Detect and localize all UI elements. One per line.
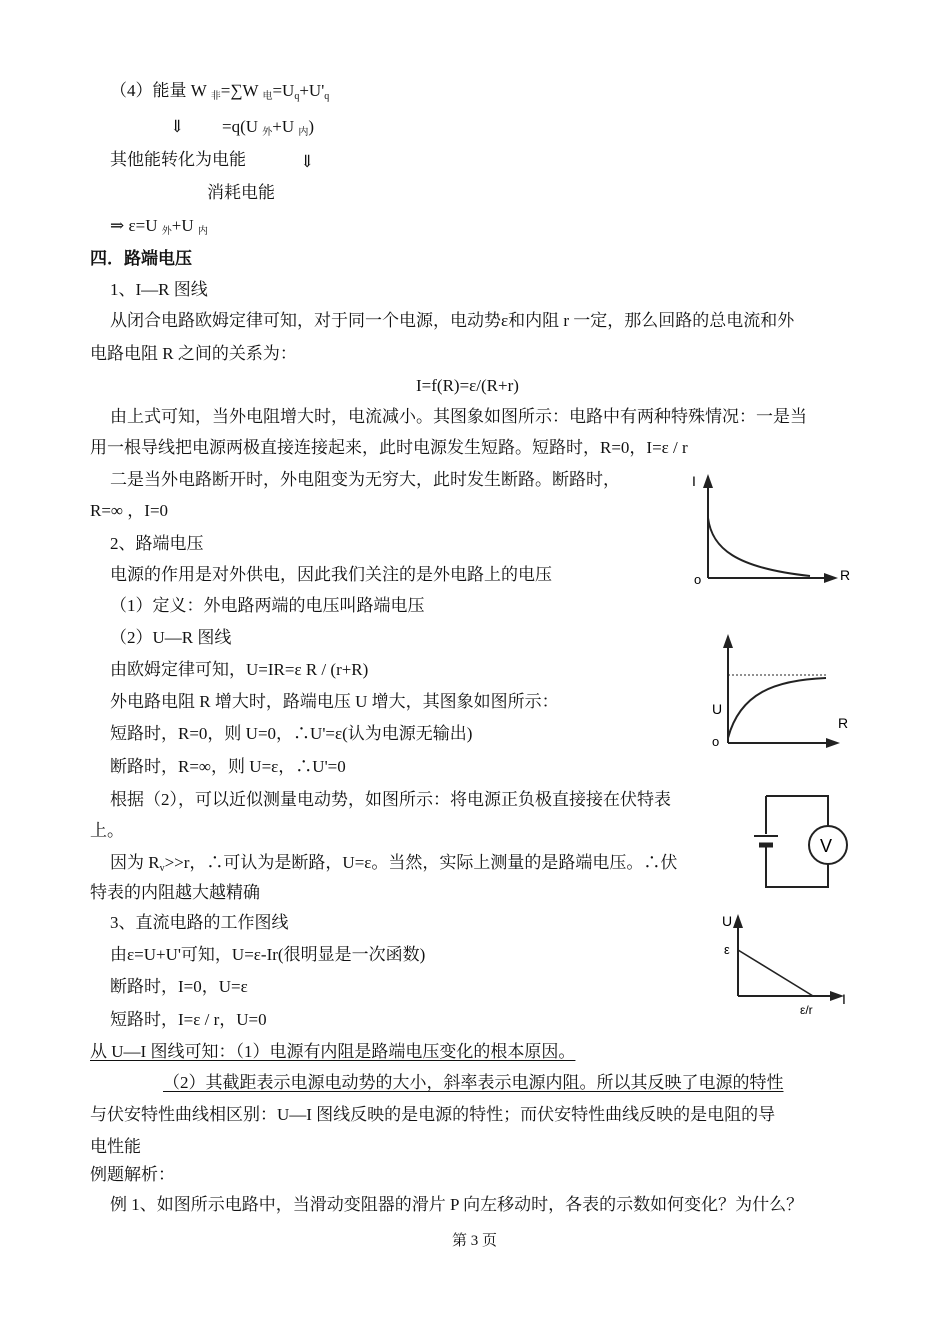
- section-heading: 四．路端电压: [90, 249, 192, 268]
- p12-part: 因为 R: [110, 853, 160, 872]
- paragraph: 短路时，I=ε / r，U=0: [110, 1010, 267, 1029]
- energy-u2: +U': [299, 81, 325, 100]
- ui-line: [738, 950, 813, 996]
- ir-y-label: I: [692, 473, 696, 489]
- energy-consume: 消耗电能: [207, 183, 275, 202]
- ur-x-label: R: [838, 715, 849, 731]
- eq-part: +U: [272, 117, 299, 136]
- paragraph: 断路时，R=∞，则 U=ε，∴U'=0: [110, 757, 346, 776]
- ir-curve: [708, 518, 810, 576]
- paragraph: 根据（2），可以近似测量电动势，如图所示：将电源正负极直接接在伏特表: [110, 790, 671, 809]
- ir-y-arrow: [703, 474, 713, 488]
- paragraph: R=∞ ，I=0: [90, 501, 169, 520]
- ur-y-arrow: [723, 634, 733, 648]
- ur-origin: o: [712, 734, 720, 749]
- paragraph: 与伏安特性曲线相区别：U—I 图线反映的是电源的特性；而伏安特性曲线反映的是电阻的导: [90, 1105, 776, 1124]
- subheading-dc: 3、直流电路的工作图线: [110, 913, 289, 932]
- er-sub: 内: [197, 226, 208, 237]
- paragraph: 由ε=U+U'可知，U=ε-Ir(很明显是一次函数): [110, 945, 426, 964]
- paragraph-underlined: （2）其截距表示电源电动势的大小，斜率表示电源内阻。所以其反映了电源的特性: [163, 1073, 784, 1092]
- ur-y-label: U: [712, 701, 723, 717]
- energy-sub: 非: [210, 91, 221, 102]
- eq-part: =q(U: [222, 117, 263, 136]
- ur-graph: [710, 628, 860, 753]
- er-part: +U: [171, 216, 198, 235]
- example-1: 例 1、如图所示电路中，当滑动变阻器的滑片 P 向左移动时，各表的示数如何变化？为什么？: [110, 1195, 804, 1214]
- energy-sub: 电: [262, 91, 273, 102]
- paragraph: 电性能: [90, 1137, 141, 1156]
- eq-sub: 内: [298, 127, 309, 138]
- voltmeter-circuit: [750, 792, 860, 892]
- ui-y-label: U: [722, 913, 733, 929]
- paragraph: 上。: [90, 821, 124, 840]
- paragraph: 断路时，I=0，U=ε: [110, 977, 248, 996]
- ur-curve: [728, 678, 826, 738]
- ui-graph: [718, 908, 858, 1018]
- energy-line: [110, 80, 329, 105]
- ir-origin: o: [694, 572, 702, 587]
- paragraph: [110, 852, 677, 877]
- voltmeter-label: V: [820, 836, 833, 856]
- paragraph: 用一根导线把电源两极直接连接起来，此时电源发生短路。短路时，R=0，I=ε / r: [90, 438, 688, 457]
- paragraph: （1）定义：外电路两端的电压叫路端电压: [110, 596, 425, 615]
- paragraph: 电路电阻 R 之间的关系为：: [90, 344, 297, 363]
- paragraph: 由上式可知，当外电阻增大时，电流减小。其图象如图所示：电路中有两种特殊情况：一是当: [110, 407, 807, 426]
- paragraph: 外电路电阻 R 增大时，路端电压 U 增大，其图象如图所示：: [110, 692, 559, 711]
- circuit-wire-bottom: [766, 854, 828, 887]
- ir-x-label: R: [840, 567, 851, 583]
- subheading-terminal: 2、路端电压: [110, 534, 204, 553]
- energy-label: （4）能量 W: [110, 81, 211, 100]
- paragraph: （2）U—R 图线: [110, 628, 232, 647]
- paragraph: 从闭合电路欧姆定律可知，对于同一个电源，电动势ε和内阻 r 一定，那么回路的总电流和外: [110, 311, 795, 330]
- ur-x-arrow: [826, 738, 840, 748]
- paragraph: 电源的作用是对外供电，因此我们关注的是外电路上的电压: [110, 565, 552, 584]
- paragraph: 由欧姆定律可知，U=IR=ε R / (r+R): [110, 660, 369, 679]
- energy-convert: 其他能转化为电能: [110, 150, 246, 169]
- er-sub: 外: [161, 226, 172, 237]
- ui-y-arrow: [733, 914, 743, 928]
- energy-u: =U: [272, 81, 295, 100]
- energy-sum: =∑W: [220, 81, 263, 100]
- p12-part: >>r，∴可认为是断路，U=ε。当然，实际上测量的是路端电压。∴伏: [164, 853, 678, 872]
- paragraph: 特表的内阻越大越精确: [90, 883, 260, 902]
- eq-part: ): [308, 117, 315, 136]
- energy-arrow-1: ⇓: [170, 117, 185, 136]
- paragraph: 二是当外电路断开时，外电阻变为无穷大，此时发生断路。断路时，: [110, 470, 620, 489]
- formula: I=f(R)=ε/(R+r): [416, 376, 519, 395]
- page-number: 第 3 页: [452, 1233, 498, 1249]
- eq-sub: 外: [262, 127, 273, 138]
- example-heading: 例题解析：: [90, 1165, 175, 1184]
- ir-x-arrow: [824, 573, 838, 583]
- ui-x-intercept: ε/r: [800, 1003, 813, 1017]
- paragraph-underlined: 从 U—I 图线可知：（1）电源有内阻是路端电压变化的根本原因。: [90, 1042, 576, 1061]
- energy-q-line: [222, 116, 314, 141]
- ui-x-label: I: [842, 991, 846, 1007]
- subheading-ir: 1、I—R 图线: [110, 280, 208, 299]
- circuit-wire-top: [766, 796, 828, 826]
- energy-sub: q: [294, 91, 300, 102]
- ui-y-intercept: ε: [724, 942, 730, 957]
- p12-sub: v: [159, 863, 165, 874]
- ir-graph: [690, 468, 860, 593]
- er-part: ⇒ ε=U: [110, 216, 162, 235]
- energy-sub: q: [324, 91, 330, 102]
- paragraph: 短路时，R=0，则 U=0，∴U'=ε(认为电源无输出): [110, 724, 473, 743]
- energy-arrow-2: ⇓: [300, 152, 315, 171]
- energy-result: [110, 215, 208, 240]
